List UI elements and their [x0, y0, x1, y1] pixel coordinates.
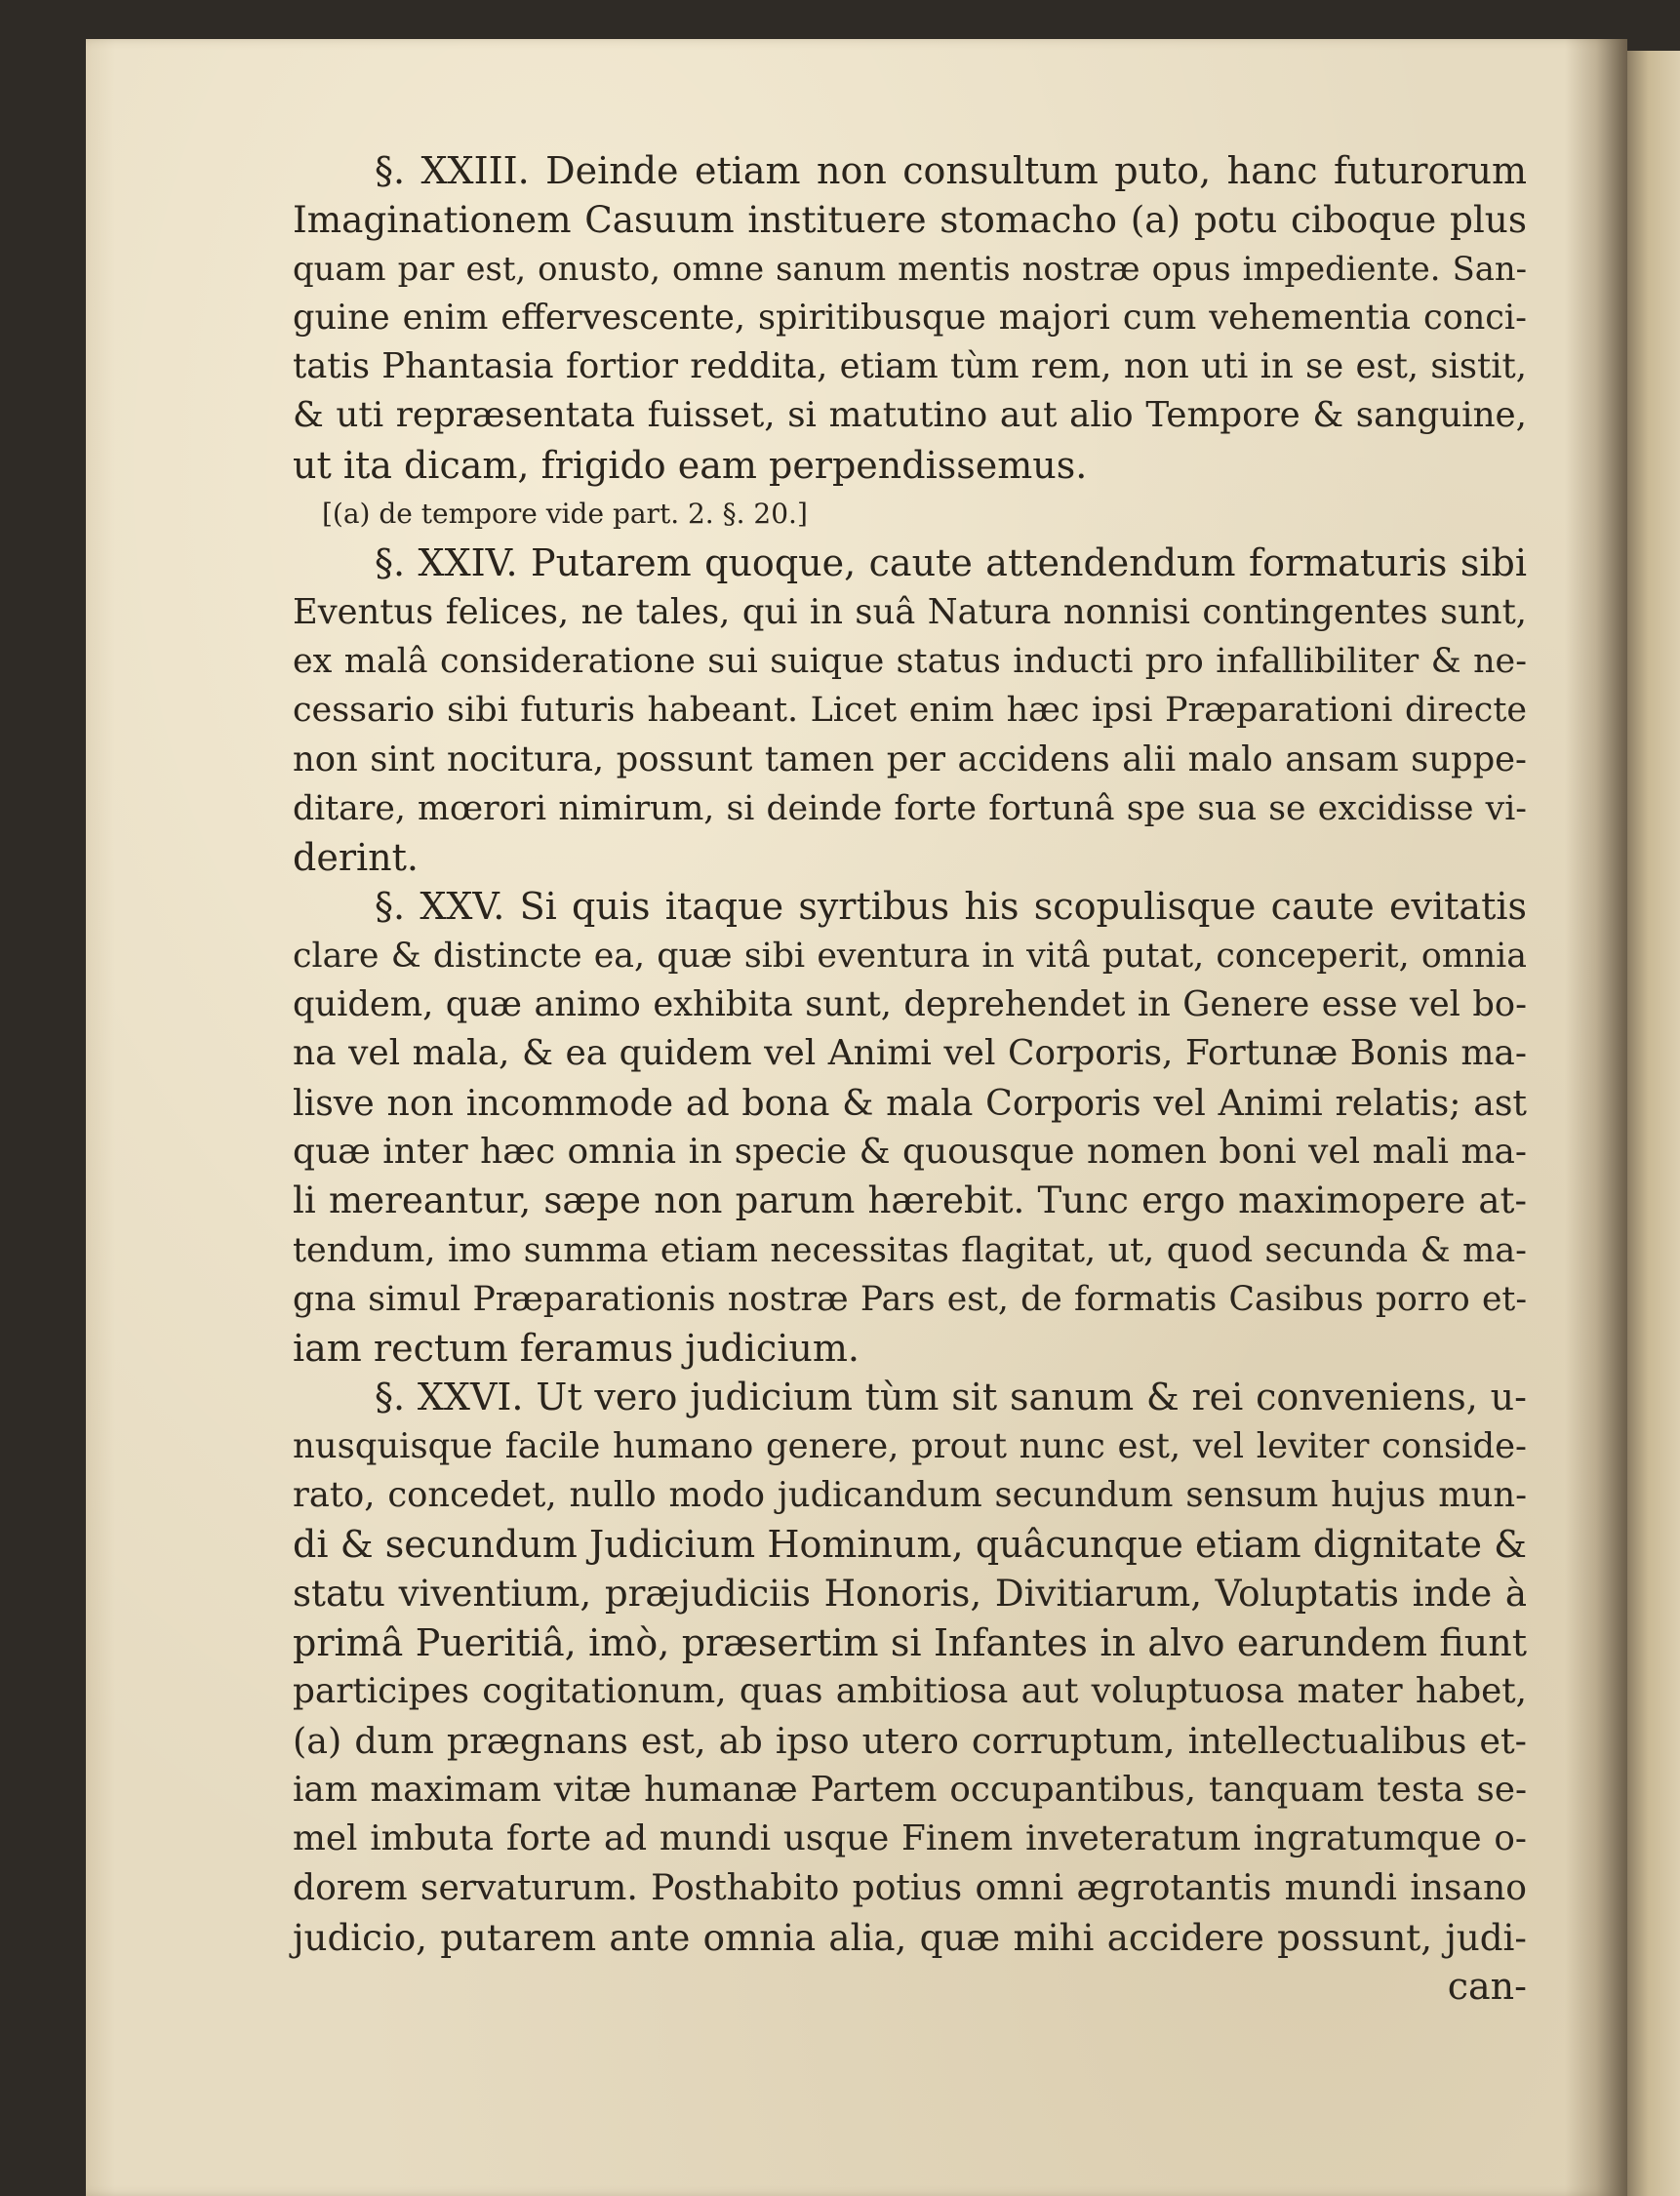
facing-page-edge: [1627, 51, 1680, 2196]
text-line: non sint nocitura, possunt tamen per accidens alii malo ansam suppe-: [293, 739, 1527, 779]
text-line: statu viventium, præjudiciis Honoris, Divitiarum, Voluptatis inde à: [293, 1572, 1527, 1615]
footnote-a: [(a) de tempore vide part. 2. §. 20.]: [322, 498, 808, 531]
text-line: ex malâ consideratione sui suique status inducti pro infallibiliter & ne-: [293, 641, 1527, 681]
text-line: quidem, quæ animo exhibita sunt, deprehendet in Genere esse vel bo-: [293, 984, 1527, 1025]
text-line: Eventus felices, ne tales, qui in suâ Natura nonnisi contingentes sunt,: [293, 591, 1527, 632]
text-line: participes cogitationum, quas ambitiosa aut voluptuosa mater habet,: [293, 1671, 1527, 1712]
paragraph-25-line-1: §. XXV. Si quis itaque syrtibus his scopulisque caute evitatis: [375, 885, 1527, 929]
text-line: iam maximam vitæ humanæ Partem occupantibus, tanquam testa se-: [293, 1769, 1527, 1810]
text-line: ditare, mœrori nimirum, si deinde forte fortunâ spe sua se excidisse vi-: [293, 788, 1527, 828]
text-line: derint.: [293, 836, 419, 880]
text-line: cessario sibi futuris habeant. Licet enim hæc ipsi Præparationi directe: [293, 691, 1527, 731]
text-line: clare & distincte ea, quæ sibi eventura in vitâ putat, conceperit, omnia: [293, 936, 1527, 976]
text-line: ut ita dicam, frigido eam perpendissemus.: [293, 443, 1088, 487]
text-line: judicio, putarem ante omnia alia, quæ mihi accidere possunt, judi-: [293, 1915, 1527, 1959]
text-line: guine enim effervescente, spiritibusque majori cum vehementia conci-: [293, 297, 1527, 338]
paragraph-24-line-1: §. XXIV. Putarem quoque, caute attendendum formaturis sibi: [375, 541, 1527, 585]
page-text-block: [293, 146, 1527, 2011]
text-line: rato, concedet, nullo modo judicandum secundum sensum hujus mun-: [293, 1475, 1527, 1516]
text-line: tatis Phantasia fortior reddita, etiam tùm rem, non uti in se est, sistit,: [293, 346, 1527, 387]
text-line: & uti repræsentata fuisset, si matutino aut alio Tempore & sanguine,: [293, 395, 1527, 436]
catchword: can-: [1447, 1964, 1527, 2008]
text-line: quæ inter hæc omnia in specie & quousque nomen boni vel mali ma-: [293, 1131, 1527, 1172]
paragraph-23-line-1: §. XXIII. Deinde etiam non consultum puto, hanc futurorum: [375, 149, 1527, 192]
text-line: li mereantur, sæpe non parum hærebit. Tunc ergo maximopere at-: [293, 1179, 1527, 1222]
page-gutter-shadow: [1565, 39, 1627, 2196]
text-line: gna simul Præparationis nostræ Pars est, de formatis Casibus porro et-: [293, 1279, 1527, 1319]
text-line: tendum, imo summa etiam necessitas flagitat, ut, quod secunda & ma-: [293, 1230, 1527, 1270]
text-line: lisve non incommode ad bona & mala Corporis vel Animi relatis; ast: [293, 1081, 1527, 1124]
text-line: dorem servaturum. Posthabito potius omni ægrotantis mundi insano: [293, 1867, 1527, 1909]
text-line: quam par est, onusto, omne sanum mentis nostræ opus impediente. San-: [293, 249, 1527, 288]
text-line: iam rectum feramus judicium.: [293, 1327, 860, 1371]
paragraph-26-line-1: §. XXVI. Ut vero judicium tùm sit sanum & rei conveniens, u-: [375, 1376, 1527, 1419]
text-line: Imaginationem Casuum instituere stomacho (a) potu ciboque plus: [293, 198, 1527, 242]
text-line: na vel mala, & ea quidem vel Animi vel Corporis, Fortunæ Bonis ma-: [293, 1033, 1527, 1074]
text-line: primâ Pueritiâ, imò, præsertim si Infantes in alvo earundem fiunt: [293, 1620, 1527, 1664]
text-line: di & secundum Judicium Hominum, quâcunque etiam dignitate &: [293, 1523, 1527, 1567]
text-line: nusquisque facile humano genere, prout nunc est, vel leviter conside-: [293, 1425, 1527, 1466]
text-line: (a) dum prægnans est, ab ipso utero corruptum, intellectualibus et-: [293, 1719, 1527, 1762]
text-line: mel imbuta forte ad mundi usque Finem inveteratum ingratumque o-: [293, 1818, 1527, 1859]
